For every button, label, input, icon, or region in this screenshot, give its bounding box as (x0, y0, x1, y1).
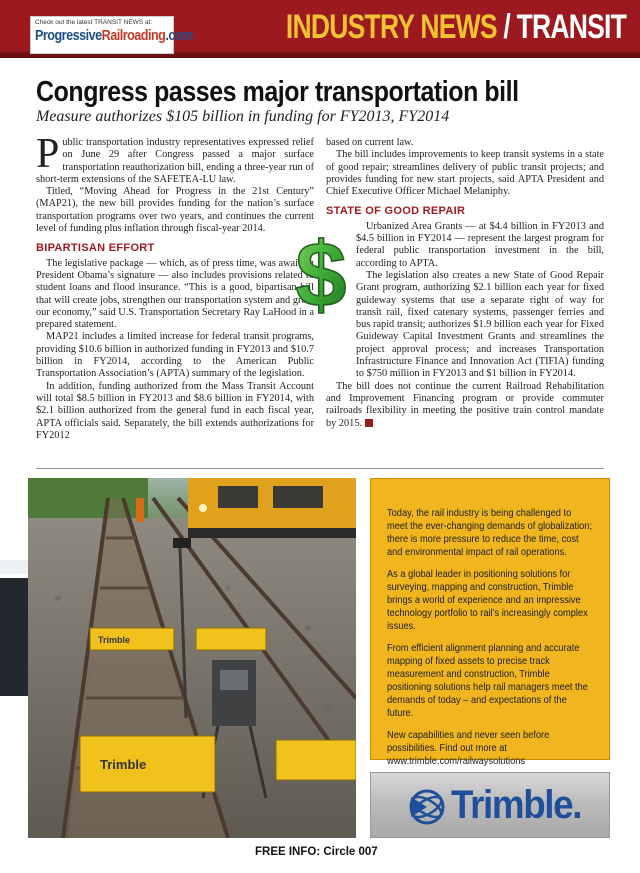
paragraph-9: The legislation also creates a new State of Good Repair Grant program, authorizing $2.1 billion each year for fixed guideway systems that use a separate right of way for transit rail, fixed catenary systems, passenger ferries and bus rapid transit; authorizes $1.9 billion each year for Fixed Guideway Capital Investment Grants and streamlines the project approval process; and increases Transportation Infrastructure Finance and Innovation Act (TIFIA) funding to $750 million in FY2013 and $1 billion in FY2014. (356, 269, 604, 380)
paragraph-3: The legislative package — which, as of press time, was awaiting President Obama’s signature — also includes provisions related to student loans and flood insurance. “This is a good, bipartisan bill that will create jobs, strengthen our transportation system and grow our economy,” said U.S. Transportation Secretary Ray LaHood in a prepared statement. (36, 257, 314, 331)
article-headline: Congress passes major transportation bill (36, 76, 519, 108)
promo-box[interactable] (30, 16, 193, 54)
section-sub: TRANSIT (516, 8, 626, 46)
section-title (286, 8, 626, 47)
paragraph-10: The bill does not continue the current Railroad Rehabilitation and Improvement Financing program or provide commuter railroads flexibility in meeting the positive train control mandate by 2015. R (326, 380, 604, 429)
rail-survey-photo (28, 478, 356, 838)
svg-text:$: $ (295, 230, 347, 316)
paragraph-4: MAP21 includes a limited increase for federal transit programs, providing $10.6 billion in authorized funding in FY2013 and $10.7 billion in FY2014, according to the American Public Transportation Association’s (APTA) summary of the legislation. (36, 331, 314, 380)
dollar-sign-icon (286, 230, 356, 316)
section-divider (36, 468, 604, 469)
promo-logo[interactable]: ProgressiveRailroading.com (35, 27, 193, 44)
rail-photo-illustration (28, 478, 356, 838)
free-info-circle: FREE INFO: Circle 007 (255, 846, 378, 858)
section-slash: / (503, 8, 510, 46)
paragraph-7: The bill includes improvements to keep transit systems in a state of good repair; streamlines delivery of public transit projects; and provides funding for new start projects, said APTA President and Chief Executive Officer Michael Melaniphy. (326, 149, 604, 198)
trimble-ad-copy (370, 478, 610, 767)
article-column-2 (326, 137, 604, 430)
trimble-logo-text: Trimble. (451, 783, 582, 827)
ad-paragraph-4[interactable]: New capabilities and never seen before possibilities. Find out more at www.trimble.com/railwaysolutions (387, 730, 550, 767)
ad-paragraph-2: As a global leader in positioning solutions for surveying, mapping and construction, Trimble brings a world of experience and an impressive technology portfolio to rail’s increasingly complex issues. (387, 569, 588, 632)
promo-caption: Check out the latest TRANSIT NEWS at: (35, 19, 153, 26)
subhead-good-repair: STATE OF GOOD REPAIR (326, 205, 466, 218)
paragraph-8: Urbanized Area Grants — at $4.4 billion in FY2013 and $4.5 billion in FY2014 — represent the largest program for federal public transportation investment in the bill, according to APTA. (356, 220, 604, 269)
paragraph-6: based on current law. (326, 137, 414, 148)
svg-text:Trimble: Trimble (98, 635, 131, 645)
ad-paragraph-3: From efficient alignment planning and accurate mapping of fixed assets to precise track measurement and construction, Trimble positioning solutions help rail managers meet the demands of today – and expectations of the future. (387, 643, 588, 719)
trimble-logo-box[interactable] (370, 772, 610, 838)
end-mark-icon: R (365, 419, 373, 427)
article-subhead: Measure authorizes $105 billion in funding for FY2013, FY2014 (36, 108, 450, 125)
section-main: INDUSTRY NEWS (285, 8, 497, 46)
paragraph-1: Public transportation industry representatives expressed relief on June 29 after Congress passed a major surface transportation reauthorization bill, ending a three-year run of short-term extensions of the SAFETEA-LU law. (36, 131, 314, 185)
svg-text:Trimble: Trimble (100, 757, 147, 772)
article-column-1 (36, 131, 314, 442)
paragraph-2: Titled, “Moving Ahead for Progress in the 21st Century” (MAP21), the new bill provides funding for the nation’s surface transportation programs over two years, and continues the current level of funding plus inflation through fiscal-year 2014. (36, 186, 314, 235)
ad-paragraph-1: Today, the rail industry is being challenged to meet the ever-changing demands of globalization; there is more pressure to reduce the time, cost and environmental impact of rail operations. (387, 508, 593, 558)
subhead-bipartisan: BIPARTISAN EFFORT (36, 242, 155, 255)
paragraph-5: In addition, funding authorized from the Mass Transit Account will total $8.5 billion in FY2013 and $8.6 billion in FY2014, with $2.1 billion authorized from the general fund in each fiscal year, APTA officials said. Separately, the bill extends authorizations for FY2012 (36, 380, 314, 441)
trimble-globe-icon (407, 787, 447, 827)
drop-cap: P (36, 131, 60, 177)
